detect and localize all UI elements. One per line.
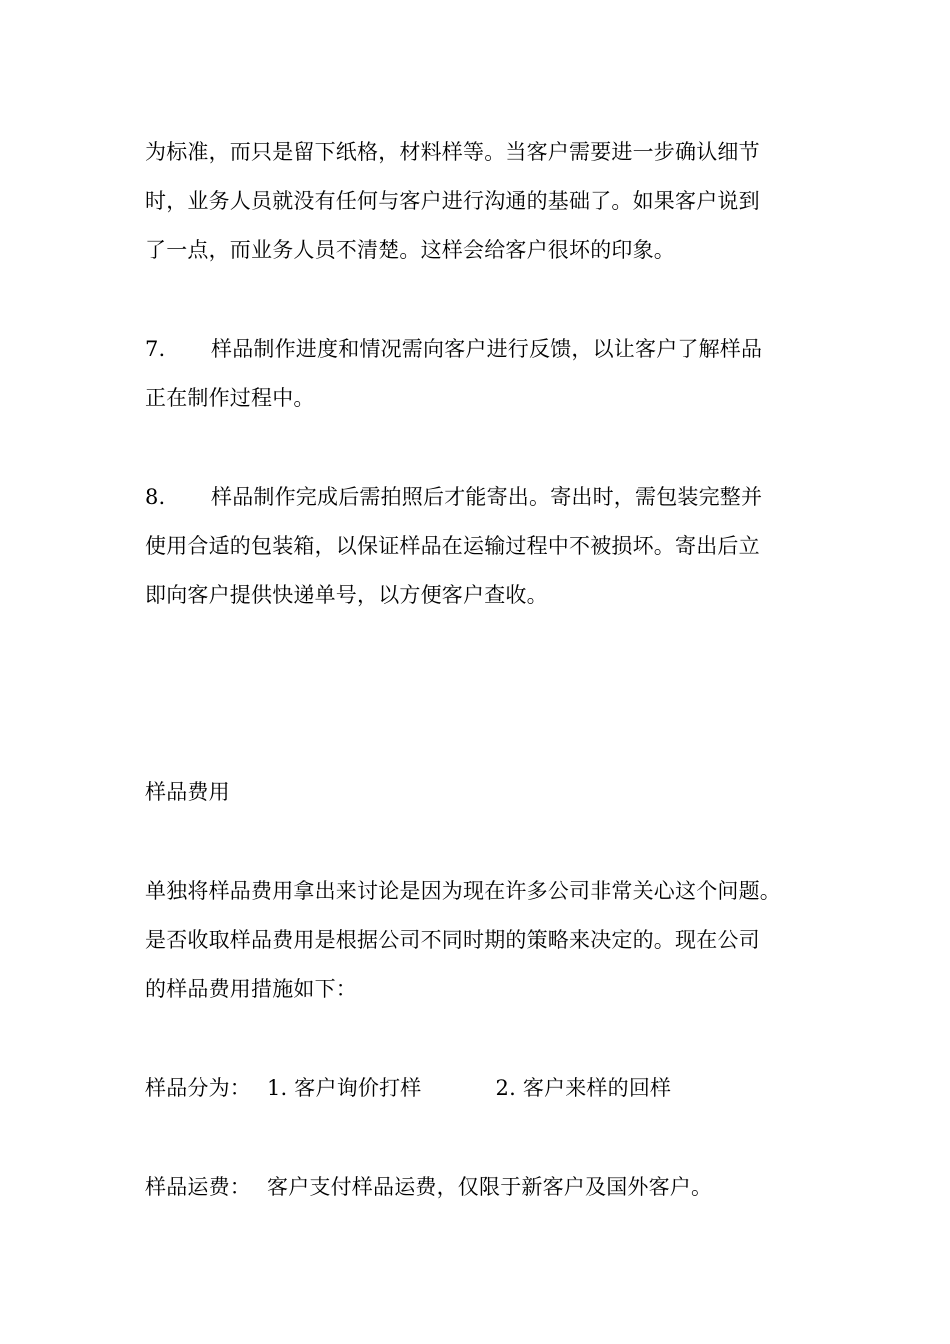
classification-label: 样品分为： [145, 1076, 251, 1100]
paragraph-line: 了一点，而业务人员不清楚。这样会给客户很坏的印象。 [145, 238, 675, 262]
paragraph-line: 是否收取样品费用是根据公司不同时期的策略来决定的。现在公司 [145, 928, 760, 952]
section-heading: 样品费用 [145, 780, 230, 804]
list-item-text: 即向客户提供快递单号，以方便客户查收。 [145, 583, 548, 607]
classification-option-2: 2. 客户来样的回样 [495, 1076, 672, 1100]
list-item-text: 使用合适的包装箱，以保证样品在运输过程中不被损坏。寄出后立 [145, 534, 760, 558]
paragraph-line: 时，业务人员就没有任何与客户进行沟通的基础了。如果客户说到 [145, 189, 760, 213]
list-item-number: 8. [145, 485, 166, 509]
paragraph-line: 的样品费用措施如下： [145, 977, 357, 1001]
paragraph-line: 为标准，而只是留下纸格，材料样等。当客户需要进一步确认细节 [145, 140, 760, 164]
list-item-text: 正在制作过程中。 [145, 386, 315, 410]
list-item-text: 样品制作进度和情况需向客户进行反馈，以让客户了解样品 [211, 337, 763, 361]
classification-option-1: 1. 客户询价打样 [267, 1076, 422, 1100]
sample-shipping [145, 1172, 712, 1202]
shipping-label: 样品运费： [145, 1175, 251, 1199]
paragraph-line: 单独将样品费用拿出来讨论是因为现在许多公司非常关心这个问题。 [145, 879, 781, 903]
sample-classification [145, 1073, 671, 1103]
list-item-text: 样品制作完成后需拍照后才能寄出。寄出时，需包装完整并 [211, 485, 763, 509]
list-item-number: 7. [145, 337, 166, 361]
shipping-text: 客户支付样品运费，仅限于新客户及国外客户。 [267, 1175, 713, 1199]
